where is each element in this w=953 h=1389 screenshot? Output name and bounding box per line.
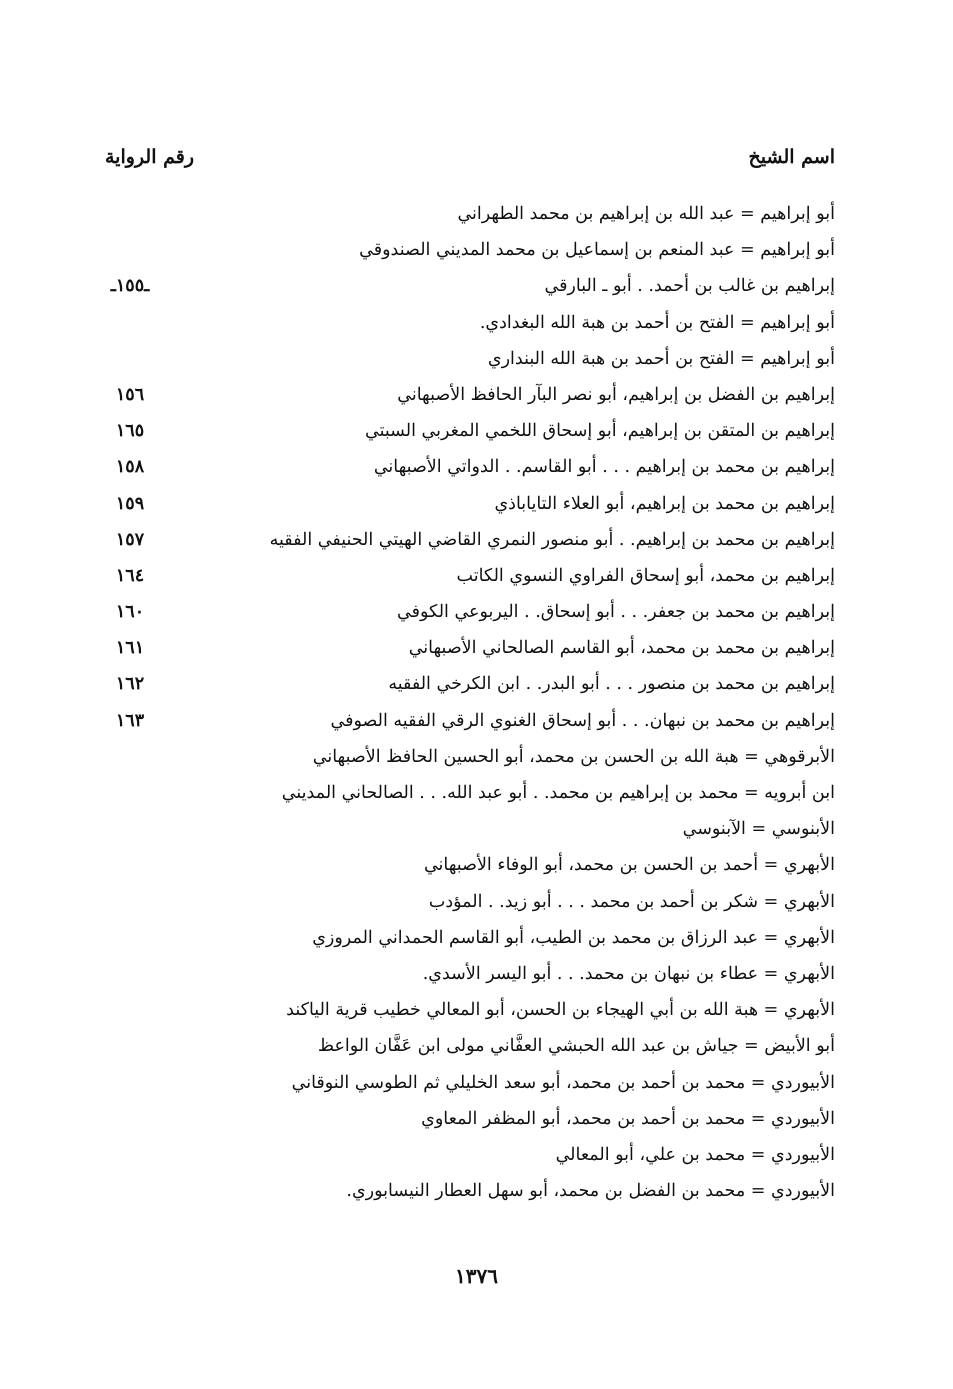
index-entry-row (90, 847, 835, 883)
entry-narration-number: ١٥٧ (115, 529, 145, 550)
entry-narration-number: ١٦٢ (115, 674, 145, 695)
entry-name: الأبهري = عبد الرزاق بن محمد بن الطيب، أبو القاسم الحمداني المروزي (312, 927, 835, 948)
page-number: ١٣٧٦ (455, 1264, 498, 1288)
index-entry-row (90, 775, 835, 811)
index-entry-row (90, 558, 835, 594)
entry-narration-number: ١٦٥ (115, 421, 145, 442)
entry-narration-number: ١٥٩ (115, 493, 145, 514)
entry-narration-number: ١٥٨ (115, 457, 145, 478)
column-header-narration-number: رقم الرواية (105, 146, 194, 168)
index-entry-row (90, 413, 835, 449)
column-header-sheikh-name: اسم الشيخ (748, 146, 835, 168)
index-entry-row (90, 630, 835, 666)
index-entry-row (90, 486, 835, 522)
entry-name: إبراهيم بن محمد بن إبراهيم، أبو العلاء التاياباذي (494, 493, 835, 514)
entry-name: الأبهري = أحمد بن الحسن بن محمد، أبو الوفاء الأصبهاني (423, 855, 835, 876)
entry-narration-number: ١٥٦ (115, 384, 145, 405)
index-entry-row (90, 1065, 835, 1101)
entry-name: إبراهيم بن محمد بن جعفر. . . أبو إسحاق. . اليربوعي الكوفي (397, 602, 835, 623)
index-entry-row (90, 232, 835, 268)
index-entry-row (90, 739, 835, 775)
entry-name: أبو إبراهيم = عبد الله بن إبراهيم بن محمد الطهراني (457, 204, 835, 224)
index-entry-row (90, 449, 835, 485)
entry-narration-number: ١٦٣ (115, 710, 145, 731)
index-entry-row (90, 305, 835, 341)
entry-narration-number: ١٦١ (115, 638, 145, 659)
entry-name: إبراهيم بن محمد بن نبهان. . . أبو إسحاق الغنوي الرقي الفقيه الصوفي (330, 710, 835, 731)
index-entry-row (90, 1137, 835, 1173)
entry-name: أبو إبراهيم = عبد المنعم بن إسماعيل بن محمد المديني الصندوقي (359, 240, 835, 261)
index-entry-row (90, 1028, 835, 1064)
entry-name: أبو الأبيض = جياش بن عبد الله الحبشي العفَّاني مولى ابن عَفَّان الواعظ (317, 1036, 835, 1057)
entry-name: أبو إبراهيم = الفتح بن أحمد بن هبة الله البنداري (487, 348, 835, 369)
index-entries-list (90, 196, 835, 1209)
entry-narration-number: ١٦٤ (115, 565, 145, 586)
entry-name: إبراهيم بن غالب بن أحمد. . أبو ـ البارقي (544, 276, 835, 297)
index-entry-row (90, 811, 835, 847)
index-entry-row (90, 703, 835, 739)
entry-name: إبراهيم بن المتقن بن إبراهيم، أبو إسحاق اللخمي المغربي السبتي (365, 421, 835, 442)
index-entry-row (90, 1101, 835, 1137)
entry-name: الأبهري = عطاء بن نبهان بن محمد. . . أبو اليسر الأسدي. (422, 963, 835, 984)
entry-narration-number: ـ١٥٥ـ (110, 276, 150, 297)
entry-name: إبراهيم بن محمد بن محمد، أبو القاسم الصالحاني الأصبهاني (408, 638, 835, 659)
index-entry-row (90, 377, 835, 413)
entry-name: الأبيوردي = محمد بن أحمد بن محمد، أبو المظفر المعاوي (421, 1108, 835, 1129)
index-entry-row (90, 341, 835, 377)
index-entry-row (90, 196, 835, 232)
index-entry-row (90, 666, 835, 702)
index-entry-row (90, 594, 835, 630)
entry-name: الأبيوردي = محمد بن علي، أبو المعالي (555, 1144, 835, 1165)
index-entry-row (90, 920, 835, 956)
index-entry-row (90, 992, 835, 1028)
entry-name: الأبهري = شكر بن أحمد بن محمد . . . أبو زيد. . المؤدب (428, 891, 835, 912)
entry-name: إبراهيم بن محمد بن إبراهيم . . . أبو القاسم. . الدواتي الأصبهاني (373, 457, 835, 478)
index-entry-row (90, 268, 835, 304)
entry-name: إبراهيم بن محمد بن منصور . . . أبو البدر. . ابن الكرخي الفقيه (388, 674, 835, 695)
entry-name: الأبرقوهي = هبة الله بن الحسن بن محمد، أبو الحسين الحافظ الأصبهاني (312, 746, 835, 767)
entry-name: إبراهيم بن محمد بن إبراهيم. . أبو منصور النمري القاضي الهيتي الحنيفي الفقيه (269, 529, 835, 550)
entry-name: الأبنوسي = الآبنوسي (682, 819, 835, 840)
entry-name: إبراهيم بن محمد، أبو إسحاق الفراوي النسوي الكاتب (456, 565, 835, 586)
entry-name: أبو إبراهيم = الفتح بن أحمد بن هبة الله البغدادي. (479, 312, 835, 333)
entry-name: الأبهري = هبة الله بن أبي الهيجاء بن الحسن، أبو المعالي خطيب قرية الياكند (286, 1000, 835, 1021)
entry-name: ابن أبرويه = محمد بن إبراهيم بن محمد. . أبو عبد الله. . . الصالحاني المديني (281, 783, 835, 803)
entry-narration-number: ١٦٠ (115, 602, 145, 623)
index-entry-row (90, 884, 835, 920)
index-entry-row (90, 956, 835, 992)
entry-name: الأبيوردي = محمد بن الفضل بن محمد، أبو سهل العطار النيسابوري. (346, 1181, 835, 1202)
entry-name: الأبيوردي = محمد بن أحمد بن محمد، أبو سعد الخليلي ثم الطوسي النوقاني (291, 1072, 835, 1093)
index-entry-row (90, 522, 835, 558)
index-entry-row (90, 1173, 835, 1209)
entry-name: إبراهيم بن الفضل بن إبراهيم، أبو نصر البآر الحافظ الأصبهاني (397, 384, 835, 405)
